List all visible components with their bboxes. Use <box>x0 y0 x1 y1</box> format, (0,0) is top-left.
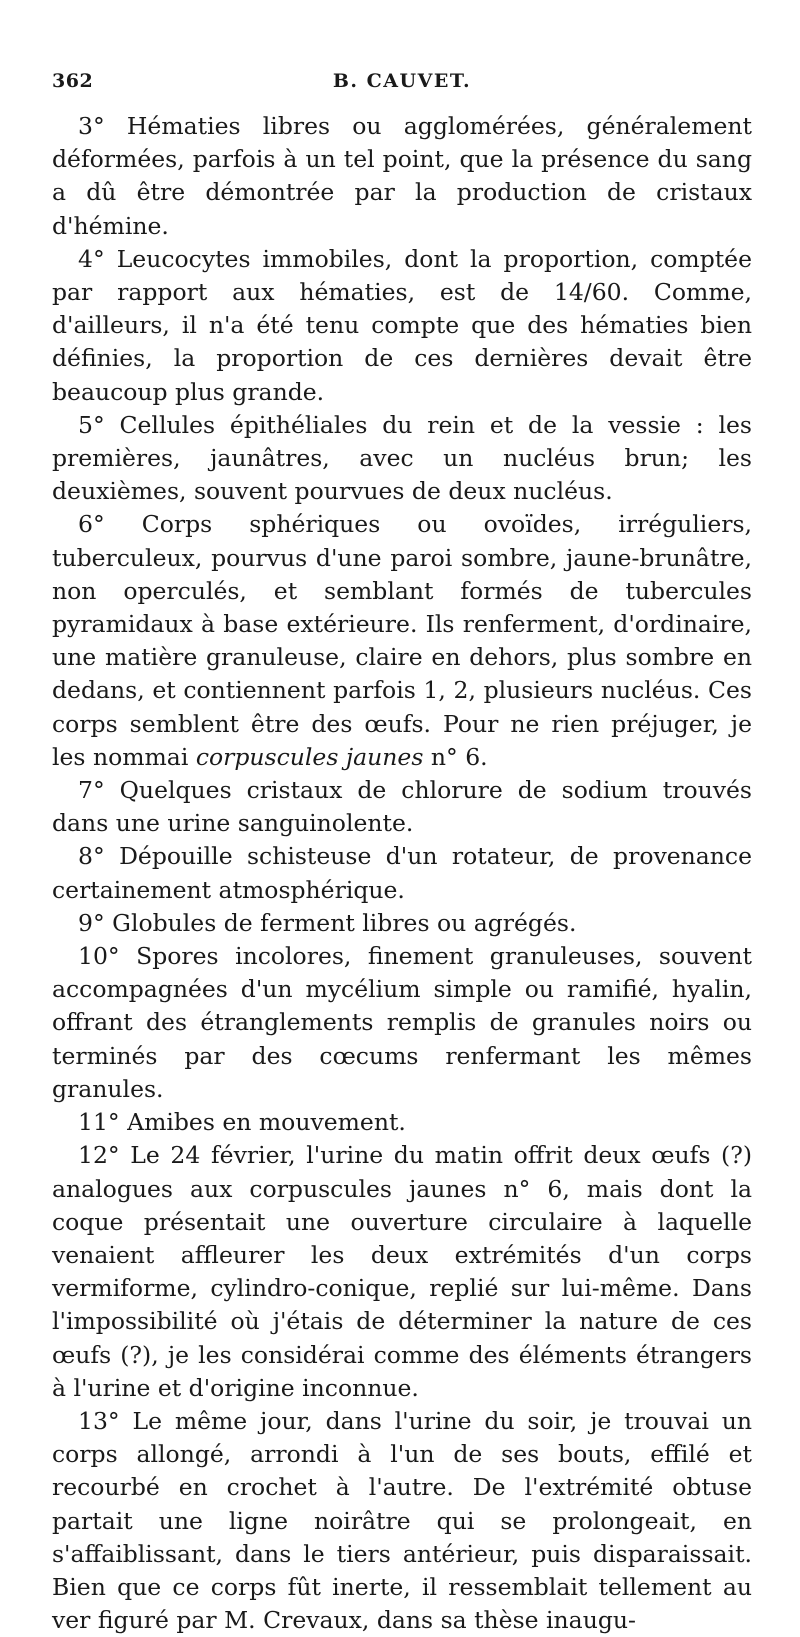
paragraph-6 <box>52 508 752 774</box>
paragraph-7: 7° Quelques cristaux de chlorure de sodium trouvés dans une urine sanguinolente. <box>52 776 752 838</box>
paragraph-4: 4° Leucocytes immobiles, dont la proportion, comptée par rapport aux hématies, est de 14/60. Comme, d'ailleurs, il n'a été tenu compte que des hématies bien définies, la proportion de ces dernières devait être beaucoup plus grande. <box>52 244 752 406</box>
running-head: B. CAUVET. <box>332 70 472 92</box>
paragraph-11: 11° Amibes en mouvement. <box>78 1108 406 1137</box>
paragraph-5: 5° Cellules épithéliales du rein et de la vessie : les premières, jaunâtres, avec un nucléus brun; les deuxièmes, souvent pourvues de deux nucléus. <box>52 410 752 506</box>
paragraph-6-text: 6° Corps sphériques ou ovoïdes, irréguliers, tuberculeux, pourvus d'une paroi sombre, jaune-brunâtre, non operculés, et semblant formés de tubercules pyramidaux à base extérieure. Ils renferment, d'ordinaire, une matière granuleuse, claire en dehors, plus sombre en dedans, et contiennent parfois 1, 2, plusieurs nucléus. Ces corps semblent être des œufs. Pour ne rien préjuger, je les nommai <box>52 510 752 771</box>
paragraph-13: 13° Le même jour, dans l'urine du soir, je trouvai un corps allongé, arrondi à l'un de ses bouts, effilé et recourbé en crochet à l'autre. De l'extrémité obtuse partait une ligne noirâtre qui se prolongeait, en s'affaiblissant, dans le tiers antérieur, puis disparaissait. Bien que ce corps fût inerte, il ressemblait tellement au ver figuré par M. Crevaux, dans sa thèse inaugu- <box>52 1406 752 1635</box>
paragraph-6-text-end: n° 6. <box>423 742 488 771</box>
paragraph-9: 9° Globules de ferment libres ou agrégés. <box>78 908 577 937</box>
paragraph-8: 8° Dépouille schisteuse d'un rotateur, de provenance certainement atmosphérique. <box>52 842 752 904</box>
page-number: 362 <box>52 70 94 92</box>
paragraph-6-italic-term: corpuscules jaunes <box>195 742 424 771</box>
paragraph-3: 3° Hématies libres ou agglomérées, généralement déformées, parfois à un tel point, que la présence du sang a dû être démontrée par la production de cristaux d'hémine. <box>52 112 752 240</box>
paragraph-10: 10° Spores incolores, finement granuleuses, souvent accompagnées d'un mycélium simple ou ramifié, hyalin, offrant des étranglements remplis de granules noirs ou terminés par des cœcums renfermant les mêmes granules. <box>52 942 752 1103</box>
paragraph-12: 12° Le 24 février, l'urine du matin offrit deux œufs (?) analogues aux corpuscules jaunes n° 6, mais dont la coque présentait une ouverture circulaire à laquelle venaient affleurer les deux extrémités d'un corps vermiforme, cylindro-conique, replié sur lui-même. Dans l'impossibilité où j'étais de déterminer la nature de ces œufs (?), je les considérai comme des éléments étrangers à l'urine et d'origine inconnue. <box>52 1141 752 1402</box>
page-header <box>52 70 752 110</box>
body-text <box>52 110 752 1637</box>
